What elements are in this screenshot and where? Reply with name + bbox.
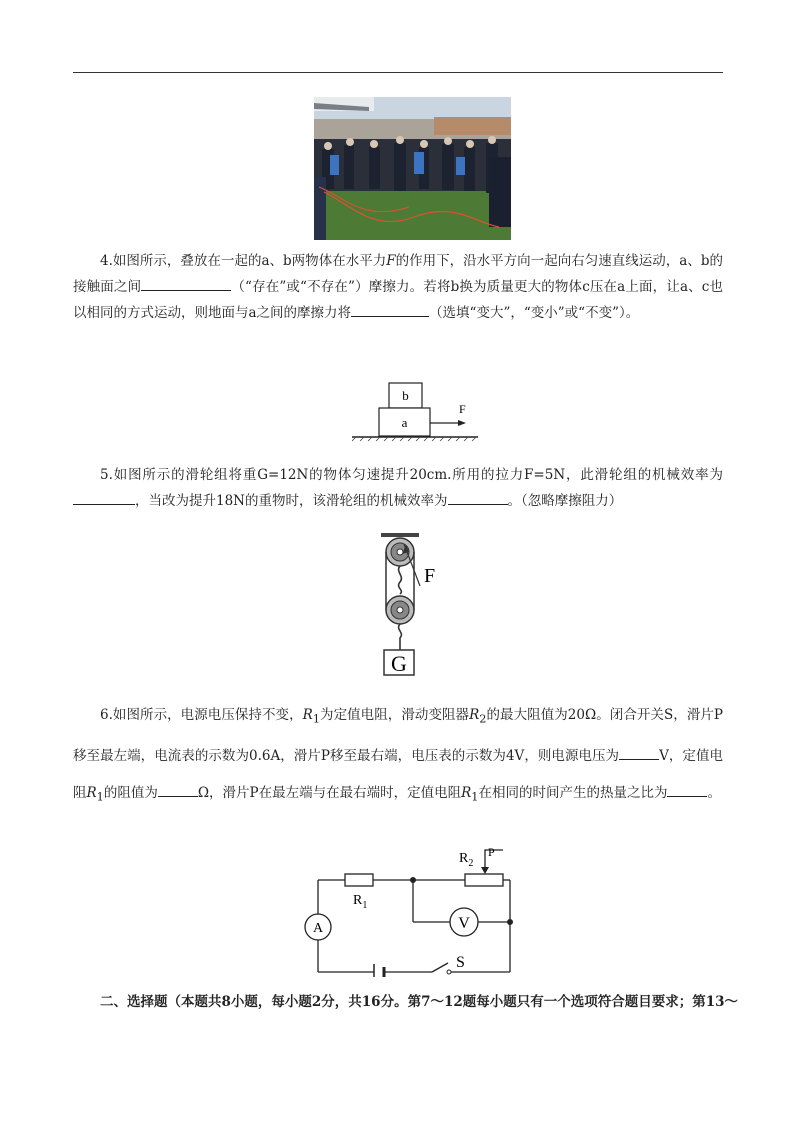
q6-r1-sub: 1 — [312, 712, 320, 726]
q6-text-6: Ω，滑片P在最左端与在最右端时，定值电阻 — [197, 784, 462, 801]
pulley-figure — [376, 532, 446, 677]
q6-text-7: 在相同的时间产生的热量之比为 — [478, 784, 668, 801]
question-6 — [73, 697, 723, 815]
q6-r1-sub-3: 1 — [471, 790, 479, 804]
q6-text-4: V，定值电阻 — [73, 747, 724, 801]
q4-text-3: （“存在”或“不存在”）摩擦力。若将b换为质量更大的物体c压在a上面，让a、c也以相同的方式运动，则地面与a之间的摩擦力将 — [73, 279, 724, 321]
rheostat-r2 — [465, 874, 503, 886]
resistor-r1 — [345, 874, 373, 886]
voltmeter-label: V — [458, 915, 470, 932]
header-rule — [73, 72, 723, 73]
force-label: F — [459, 402, 466, 416]
rheostat-label: $R_2$ — [459, 851, 474, 869]
weight-label: G — [391, 651, 407, 676]
switch-label: S — [456, 954, 465, 971]
junction-top — [410, 877, 416, 883]
ceiling-support — [381, 533, 419, 537]
block-b-label: b — [402, 388, 409, 403]
q5-text-2: ，当改为提升18N的重物时，该滑轮组的机械效率为 — [135, 493, 448, 509]
q6-text-5: 的阻值为 — [103, 784, 158, 801]
q6-r1-sub-2: 1 — [96, 790, 104, 804]
force-arrow-head — [458, 420, 466, 426]
q6-text-3: 的最大阻值为20Ω。闭合开关S，滑片P移至最左端，电流表的示数为0.6A，滑片P移至最右端，电压表的示数为4V，则电源电压为 — [73, 707, 723, 764]
load-hook — [399, 624, 402, 650]
junction-right — [507, 919, 513, 925]
q4-text-2: 的作用下，沿水平方向一起向右匀速直线运动，a、b的接触面之间 — [73, 253, 723, 295]
q5-blank-2[interactable] — [448, 490, 508, 505]
q6-blank-3[interactable] — [667, 782, 707, 797]
q6-r2-symbol: R — [469, 707, 480, 723]
switch-contact — [447, 970, 451, 974]
question-5 — [73, 462, 723, 514]
q6-r1-symbol-3: R — [461, 784, 472, 801]
q4-text-4: （选填“变大”，“变小”或“不变”）。 — [429, 305, 640, 321]
q4-blank-1[interactable] — [141, 276, 231, 291]
q6-r1-symbol: R — [302, 707, 313, 723]
pull-force-label: F — [424, 565, 436, 587]
ammeter-label: A — [312, 921, 324, 936]
q6-blank-1[interactable] — [619, 745, 659, 760]
circuit-figure — [300, 842, 530, 977]
q6-r2-sub: 2 — [479, 712, 487, 726]
q5-text-3: 。（忽略摩擦阻力） — [507, 493, 623, 509]
q6-text-1: 6.如图所示，电源电压保持不变， — [100, 707, 303, 723]
q4-text-1: 4.如图所示，叠放在一起的a、b两物体在水平力 — [100, 253, 387, 269]
resistor-r1-label: $R_1$ — [353, 893, 368, 911]
q5-blank-1[interactable] — [73, 490, 135, 505]
q5-text-1: 5.如图所示的滑轮组将重G=12N的物体匀速提升20cm.所用的拉力F=5N，此滑轮组的机械效率为 — [100, 467, 723, 483]
question-4 — [73, 248, 723, 326]
q6-blank-2[interactable] — [158, 782, 198, 797]
block-a-label: a — [401, 415, 408, 430]
q6-text-8: 。 — [707, 784, 721, 801]
blocks-figure — [352, 380, 482, 442]
q4-blank-2[interactable] — [351, 302, 429, 317]
pulley-hook — [399, 566, 402, 594]
slider-label: P — [488, 845, 495, 859]
q6-text-2: 为定值电阻，滑动变阻器 — [319, 707, 470, 723]
q6-r1-symbol-2: R — [86, 784, 97, 801]
slider-p-arrow — [481, 867, 489, 874]
crowd-photo — [314, 97, 511, 240]
section-2-heading: 二、选择题（本题共8小题，每小题2分，共16分。第7～12题每小题只有一个选项符合题目要求；第13～ — [100, 994, 739, 1010]
q4-force-symbol: F — [386, 253, 396, 269]
crowd-photo-drawing — [314, 97, 511, 240]
